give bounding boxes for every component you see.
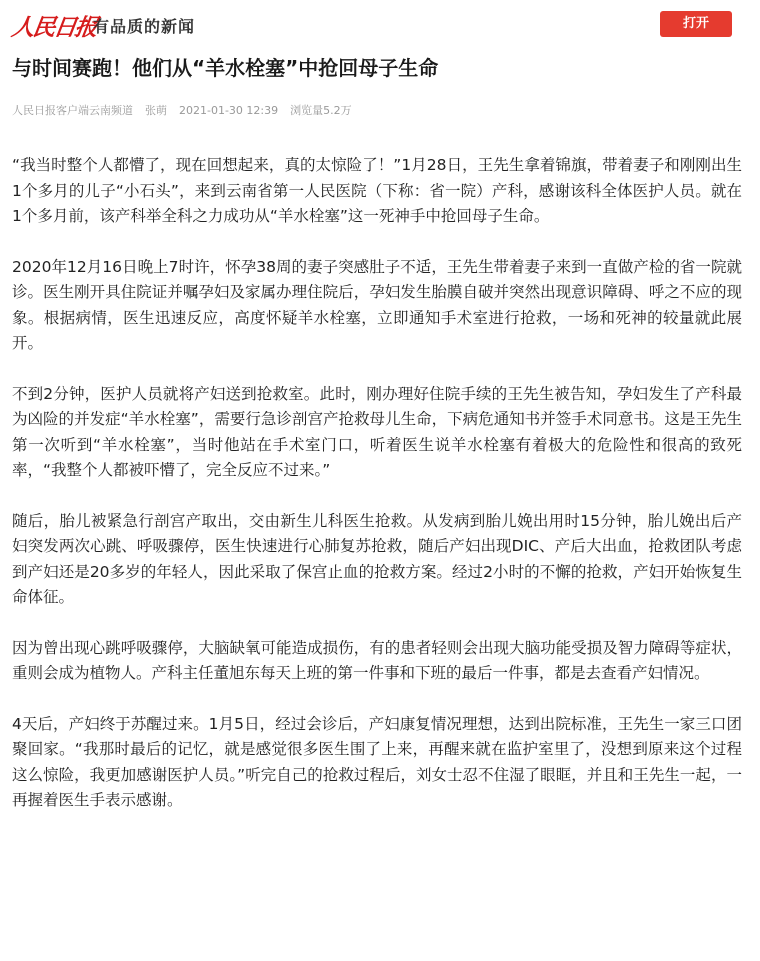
article-paragraph: 4天后，产妇终于苏醒过来。1月5日，经过会诊后，产妇康复情况理想，达到出院标准，王先生一家三口团聚回家。“我那时最后的记忆，就是感觉很多医生围了上来，再醒来就在监护室里了，没想到原来这个过程这么惊险，我更加感谢医护人员。”听完自己的抢救过程后，刘女士忍不住湿了眼眶，并且和王先生一起，一再握着医生手表示感谢。 (12, 714, 742, 809)
article-paragraph: 不到2分钟，医护人员就将产妇送到抢救室。此时，刚办理好住院手续的王先生被告知，孕妇发生了产科最为凶险的并发症“羊水栓塞”，需要行急诊剖宫产抢救母儿生命，下病危通知书并签手术同意书。这是王先生第一次听到“羊水栓塞”，当时他站在手术室门口，听着医生说羊水栓塞有着极大的危险性和很高的致死率，“我整个人都被吓懵了，完全反应不过来。” (12, 384, 742, 479)
article-paragraph: “我当时整个人都懵了，现在回想起来，真的太惊险了！”1月28日，王先生拿着锦旗，带着妻子和刚刚出生1个多月的儿子“小石头”，来到云南省第一人民医院（下称：省一院）产科，感谢该科全体医护人员。就在1个多月前，该产科举全科之力成功从“羊水栓塞”这一死神手中抢回母子生命。 (12, 156, 742, 225)
article-meta (12, 102, 364, 118)
article-views: 浏览量5.2万 (290, 104, 352, 117)
article-source: 人民日报客户端云南频道 (12, 104, 133, 117)
article-paragraph: 随后，胎儿被紧急行剖宫产取出，交由新生儿科医生抢救。从发病到胎儿娩出用时15分钟，胎儿娩出后产妇突发两次心跳、呼吸骤停，医生快速进行心肺复苏抢救，随后产妇出现DIC、产后大出血，抢救团队考虑到产妇还是20多岁的年轻人，因此采取了保宫止血的抢救方案。经过2小时的不懈的抢救，产妇开始恢复生命体征。 (12, 511, 742, 606)
article-author: 张萌 (145, 104, 167, 117)
open-app-button[interactable]: 打开 (660, 11, 732, 37)
article-paragraph: 2020年12月16日晚上7时许，怀孕38周的妻子突感肚子不适，王先生带着妻子来到一直做产检的省一院就诊。医生刚开具住院证并嘱孕妇及家属办理住院后，孕妇发生胎膜自破并突然出现意识障碍、呼之不应的现象。根据病情，医生迅速反应，高度怀疑羊水栓塞，立即通知手术室进行抢救，一场和死神的较量就此展开。 (12, 257, 742, 352)
article-title: 与时间赛跑！他们从“羊水栓塞”中抢回母子生命 (12, 56, 439, 80)
article-body (12, 153, 742, 839)
article-paragraph: 因为曾出现心跳呼吸骤停，大脑缺氧可能造成损伤，有的患者轻则会出现大脑功能受损及智力障碍等症状，重则会成为植物人。产科主任董旭东每天上班的第一件事和下班的最后一件事，都是去查看产妇情况。 (12, 638, 742, 682)
people-daily-logo[interactable]: 人民日报 (9, 14, 98, 41)
article-datetime: 2021-01-30 12:39 (179, 104, 279, 117)
top-bar (0, 0, 760, 48)
slogan: 有品质的新闻 (93, 17, 196, 36)
